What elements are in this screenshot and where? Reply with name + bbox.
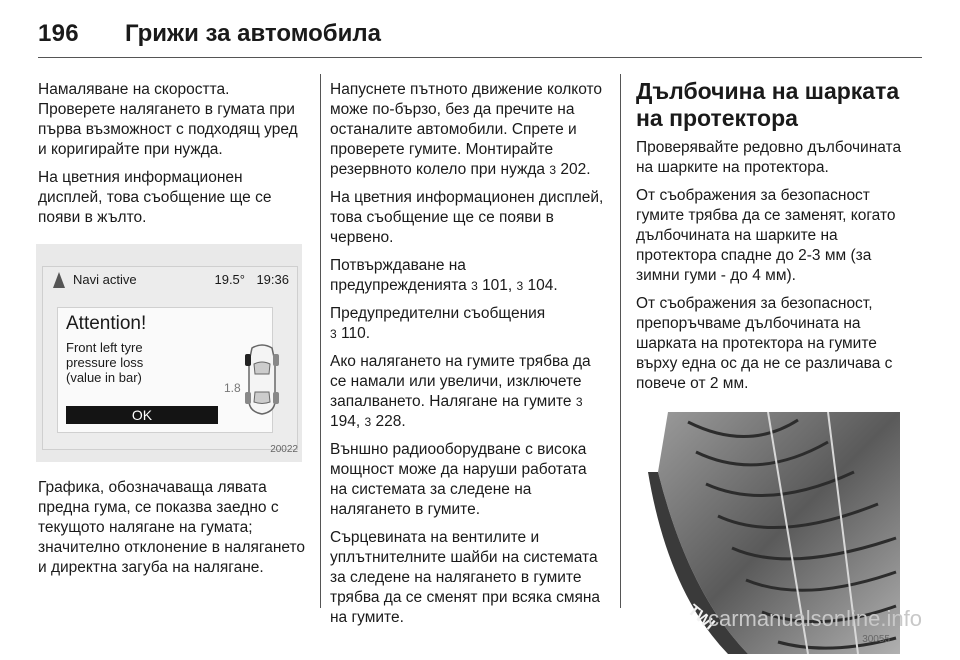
message-line: pressure loss: [66, 355, 144, 370]
warning-message: [66, 340, 206, 385]
paragraph-text: Потвърждаване на предупрежденията: [330, 257, 467, 294]
column-left: [38, 80, 310, 586]
page-ref-icon: 3: [575, 395, 583, 409]
section-heading: Дълбочина на шарката на протектора: [636, 78, 900, 131]
status-bar: [43, 267, 297, 293]
column-right: [636, 80, 906, 654]
navi-status: Navi active: [73, 272, 137, 287]
paragraph: [330, 304, 604, 344]
paragraph: Намаляване на скоростта. Проверете налягането в гумата при първа възможност с подходящ уред и коригирайте при нужда.: [38, 81, 298, 158]
figure-number: 30055: [862, 634, 890, 645]
paragraph-text: Напуснете пътното движение колкото може по-бързо, без да пречите на останалите автомобили. Спрете и проверете гумите. Монтирайте резервното колело при нужда: [330, 81, 603, 178]
temperature: 19.5°: [214, 272, 245, 287]
paragraph: Външно радиооборудване с висока мощност може да наруши работата на системата за следене на налягането в гумите.: [330, 441, 587, 518]
figure-caption: Графика, обозначаваща лявата предна гума, се показва заедно с текущото налягане на гумата; значително отклонение в налягането и директна загуба на налягане.: [38, 479, 306, 576]
paragraph: На цветния информационен дисплей, това съобщение ще се появи в червено.: [330, 189, 604, 246]
info-display-figure: [36, 244, 302, 462]
paragraph: От съображения за безопасност, препоръчваме дълбочината на шарката на протектора на гумите върху една ос да не се различава с повече от 2 мм.: [636, 295, 893, 392]
paragraph-text: Ако налягането на гумите трябва да се намали или увеличи, изключете запалването. Налягане на гумите: [330, 353, 591, 410]
page-ref[interactable]: 101,: [482, 277, 513, 294]
navigation-arrow-icon: [53, 272, 65, 288]
page-header: [38, 14, 381, 54]
paragraph: [330, 80, 604, 180]
column-middle: [330, 80, 604, 636]
paragraph: Сърцевината на вентилите и уплътнителните шайби на системата за следене на налягането в гумите трябва да се сменят при всяка смяна на гумите.: [330, 529, 601, 626]
paragraph: От съображения за безопасност гумите трябва да се заменят, когато дълбочината на шарките на протектора спадне до 2-3 мм (за зимни гуми - до 4 мм).: [636, 187, 896, 284]
display-screen: [42, 266, 298, 450]
attention-title: Attention!: [66, 313, 147, 334]
car-top-view-icon: [244, 342, 280, 416]
page-ref-icon: 3: [516, 279, 524, 293]
column-divider: [620, 74, 621, 608]
ok-button[interactable]: OK: [66, 406, 218, 424]
paragraph: [330, 352, 604, 432]
paragraph: Проверявайте редовно дълбочината на шарките на протектора.: [636, 139, 902, 176]
paragraph: [330, 256, 604, 296]
message-line: (value in bar): [66, 370, 142, 385]
header-divider: [38, 57, 922, 58]
page-ref-icon: 3: [364, 415, 372, 429]
page-ref-icon: 3: [330, 327, 337, 341]
column-divider: [320, 74, 321, 608]
message-line: Front left tyre: [66, 340, 143, 355]
page-ref[interactable]: 202.: [560, 161, 591, 178]
paragraph: На цветния информационен дисплей, това съобщение ще се появи в жълто.: [38, 169, 272, 226]
page-number: 196: [38, 20, 79, 47]
page-title: Грижи за автомобила: [124, 20, 381, 47]
page-ref[interactable]: 110.: [341, 325, 371, 342]
warning-message-box: [57, 307, 273, 433]
tyre-pressure-value: 1.8: [224, 381, 241, 395]
page-ref-icon: 3: [549, 163, 557, 177]
figure-number: 20022: [270, 444, 298, 455]
twi-label: TWI: [684, 601, 718, 634]
page-ref-icon: 3: [471, 279, 478, 293]
page-ref[interactable]: 228.: [375, 413, 406, 430]
clock-time: 19:36: [256, 272, 289, 287]
page-ref[interactable]: 104.: [527, 277, 558, 294]
watermark: carmanualsonline.info: [707, 606, 922, 631]
paragraph-text: Предупредителни съобщения: [330, 305, 546, 322]
page-ref[interactable]: 194,: [330, 413, 361, 430]
